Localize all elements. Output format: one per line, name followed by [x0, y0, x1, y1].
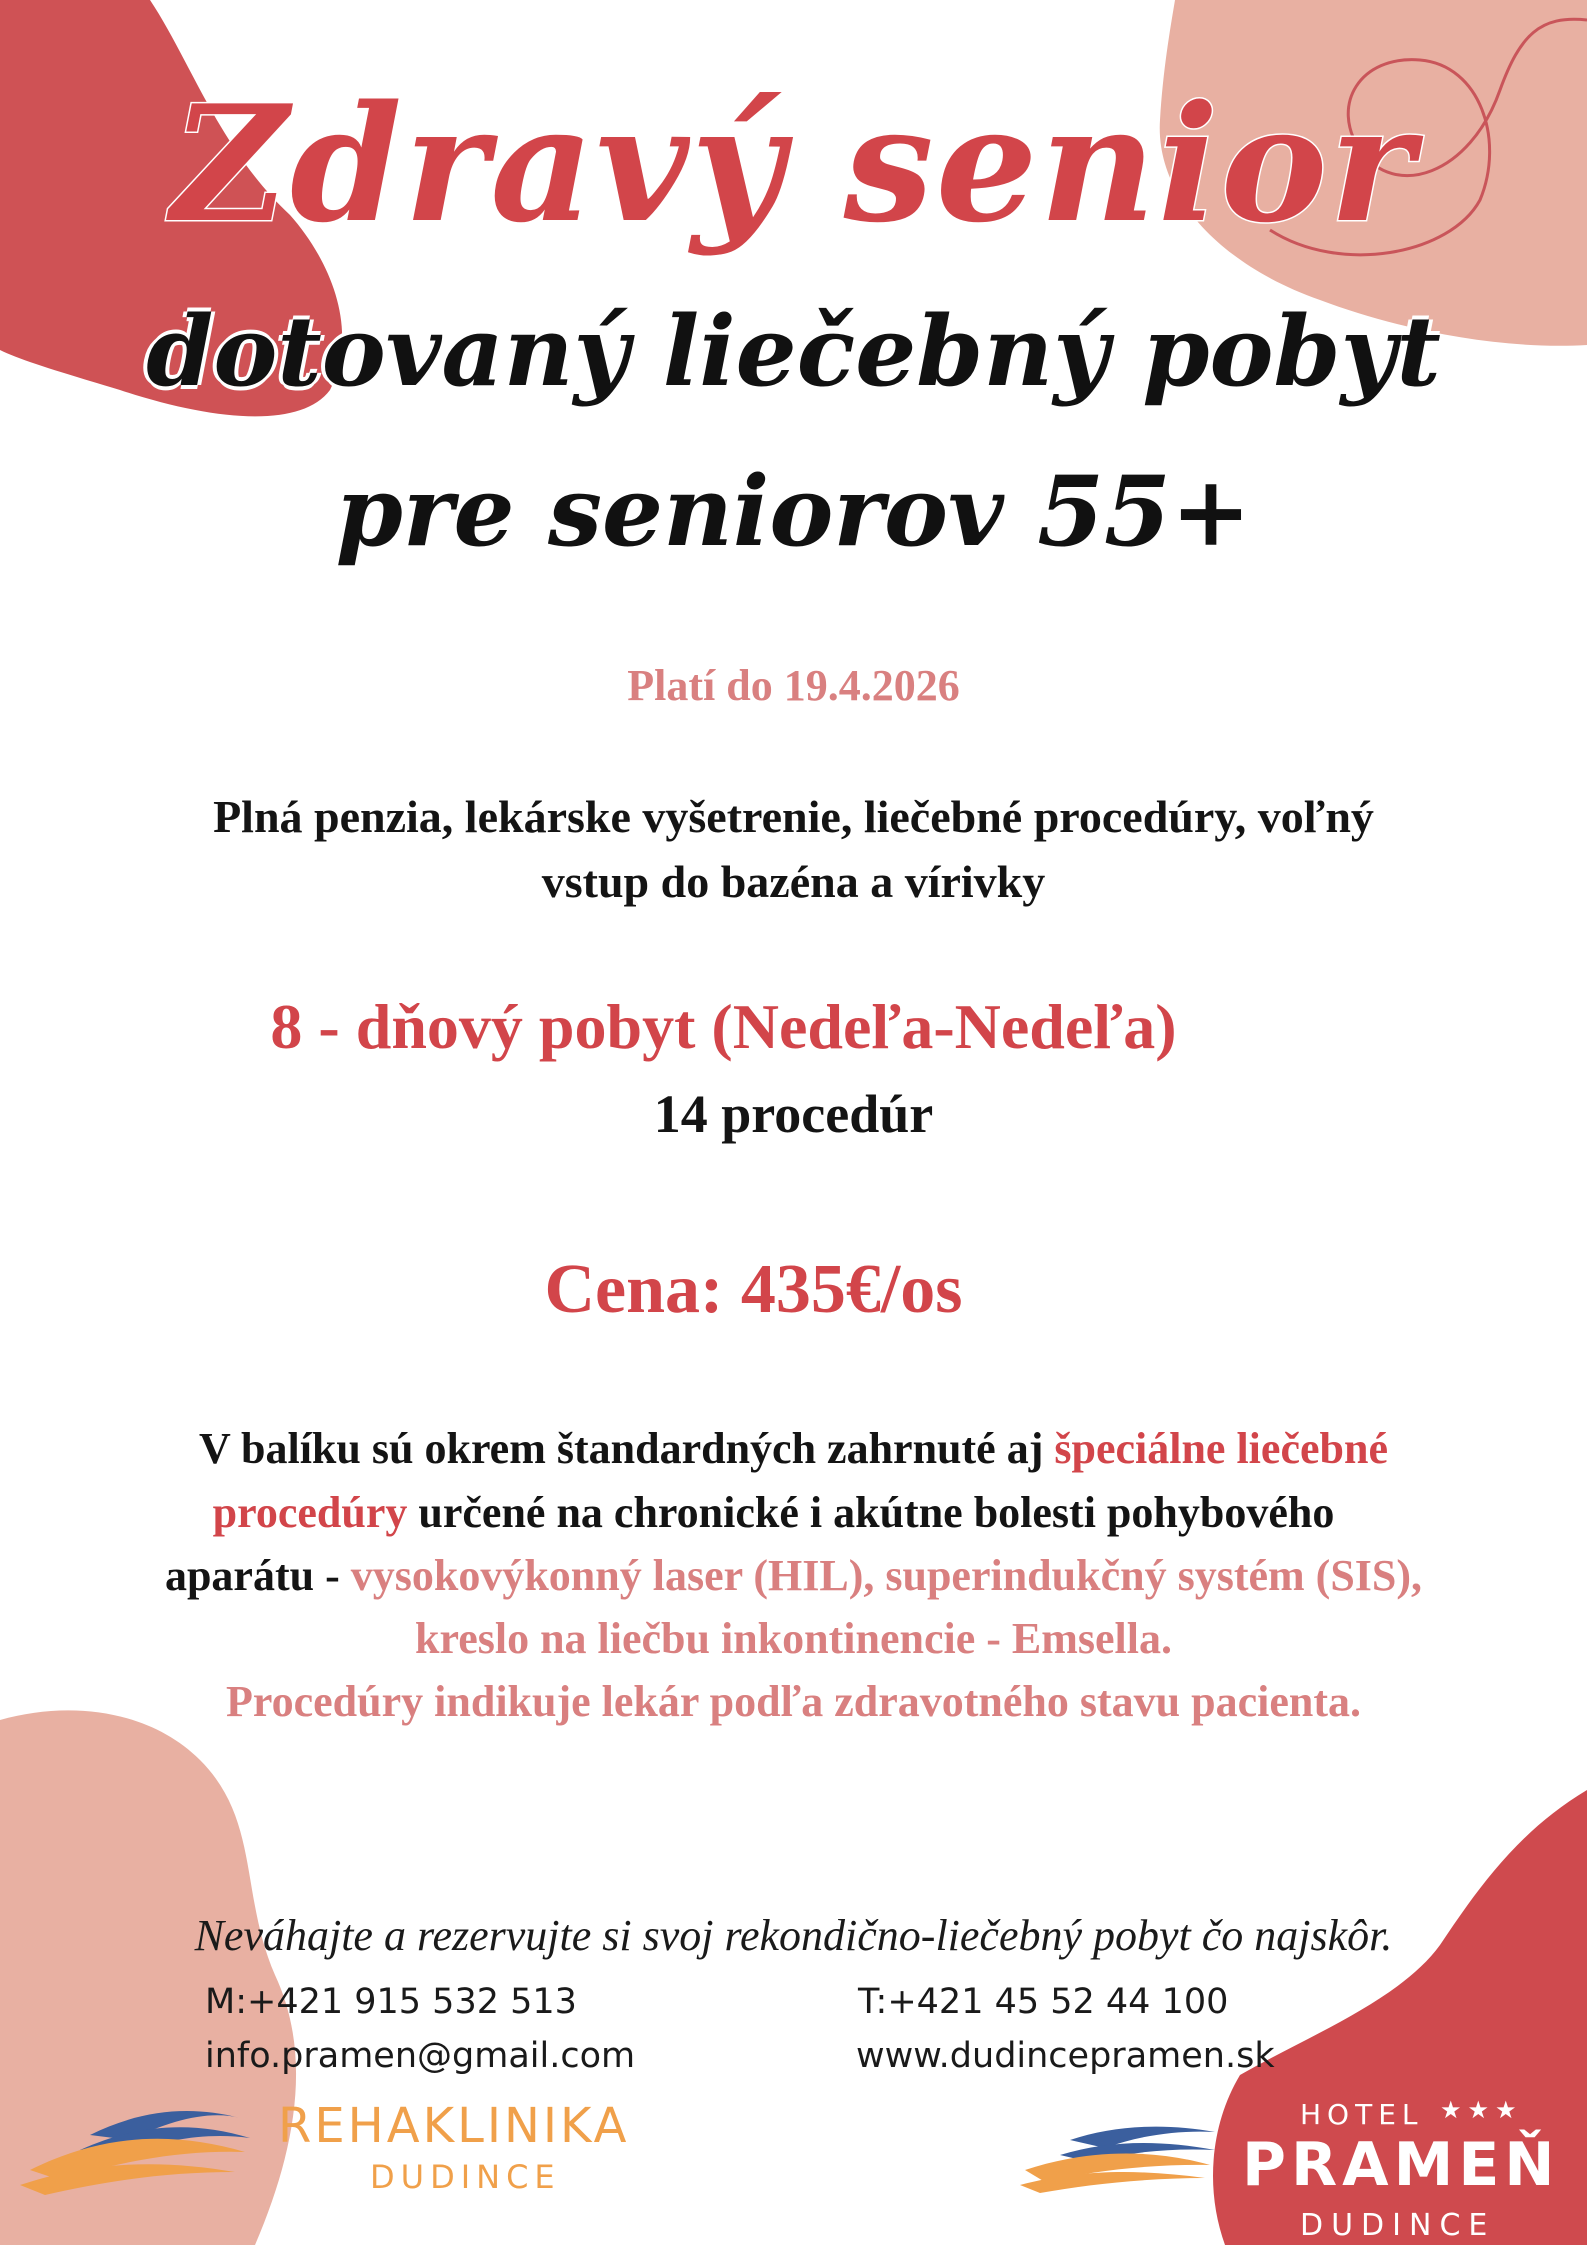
- inclusions-line-1: Plná penzia, lekárske vyšetrenie, liečebné procedúry, voľný: [213, 791, 1374, 842]
- hotel-logo-city: DUDINCE: [1300, 2208, 1496, 2243]
- subtitle-line-2: pre seniorov 55+: [335, 455, 1252, 568]
- poster-title: Zdravý senior: [171, 70, 1416, 258]
- hotel-logo-label: HOTEL: [1300, 2098, 1424, 2131]
- package-line-3: [0, 1550, 1587, 1601]
- hotel-wave-icon: [1020, 2127, 1215, 2193]
- package-text: aparátu -: [164, 1551, 351, 1600]
- package-line-5: Procedúry indikuje lekár podľa zdravotného stavu pacienta.: [226, 1677, 1361, 1726]
- phone-number[interactable]: T:+421 45 52 44 100: [858, 1982, 1229, 2022]
- hotel-logo-name: PRAMEŇ: [1242, 2130, 1560, 2200]
- package-line-4: kreslo na liečbu inkontinencie - Emsella.: [414, 1614, 1173, 1663]
- price: Cena: 435€/os: [544, 1251, 963, 1328]
- package-text: V balíku sú okrem štandardných zahrnuté aj: [199, 1424, 1055, 1473]
- rehaklinika-logo-name: REHAKLINIKA: [278, 2098, 630, 2154]
- hotel-stars-icon: ★★★: [1440, 2096, 1523, 2124]
- package-line-1: [0, 1423, 1587, 1474]
- stay-duration: 8 - dňový pobyt (Nedeľa-Nedeľa): [270, 991, 1177, 1062]
- package-highlight: vysokovýkonný laser (HIL), superindukčný systém (SIS),: [350, 1551, 1423, 1600]
- package-line-2: [0, 1487, 1567, 1538]
- validity-date: Platí do 19.4.2026: [627, 661, 960, 710]
- call-to-action: Neváhajte a rezervujte si svoj rekondično-liečebný pobyt čo najskôr.: [194, 1911, 1393, 1960]
- website-link[interactable]: www.dudincepramen.sk: [856, 2036, 1275, 2076]
- rehaklinika-logo-city: DUDINCE: [370, 2158, 561, 2196]
- package-text: určené na chronické i akútne bolesti pohybového: [407, 1488, 1335, 1537]
- package-highlight: procedúry: [212, 1488, 408, 1537]
- inclusions-line-2: vstup do bazéna a vírivky: [541, 856, 1046, 907]
- subtitle-line-1: dotovaný liečebný pobyt: [146, 295, 1441, 408]
- procedure-count: 14 procedúr: [653, 1084, 934, 1144]
- package-highlight: špeciálne liečebné: [1054, 1424, 1388, 1473]
- mobile-number[interactable]: M:+421 915 532 513: [205, 1982, 577, 2022]
- email-address[interactable]: info.pramen@gmail.com: [205, 2036, 636, 2076]
